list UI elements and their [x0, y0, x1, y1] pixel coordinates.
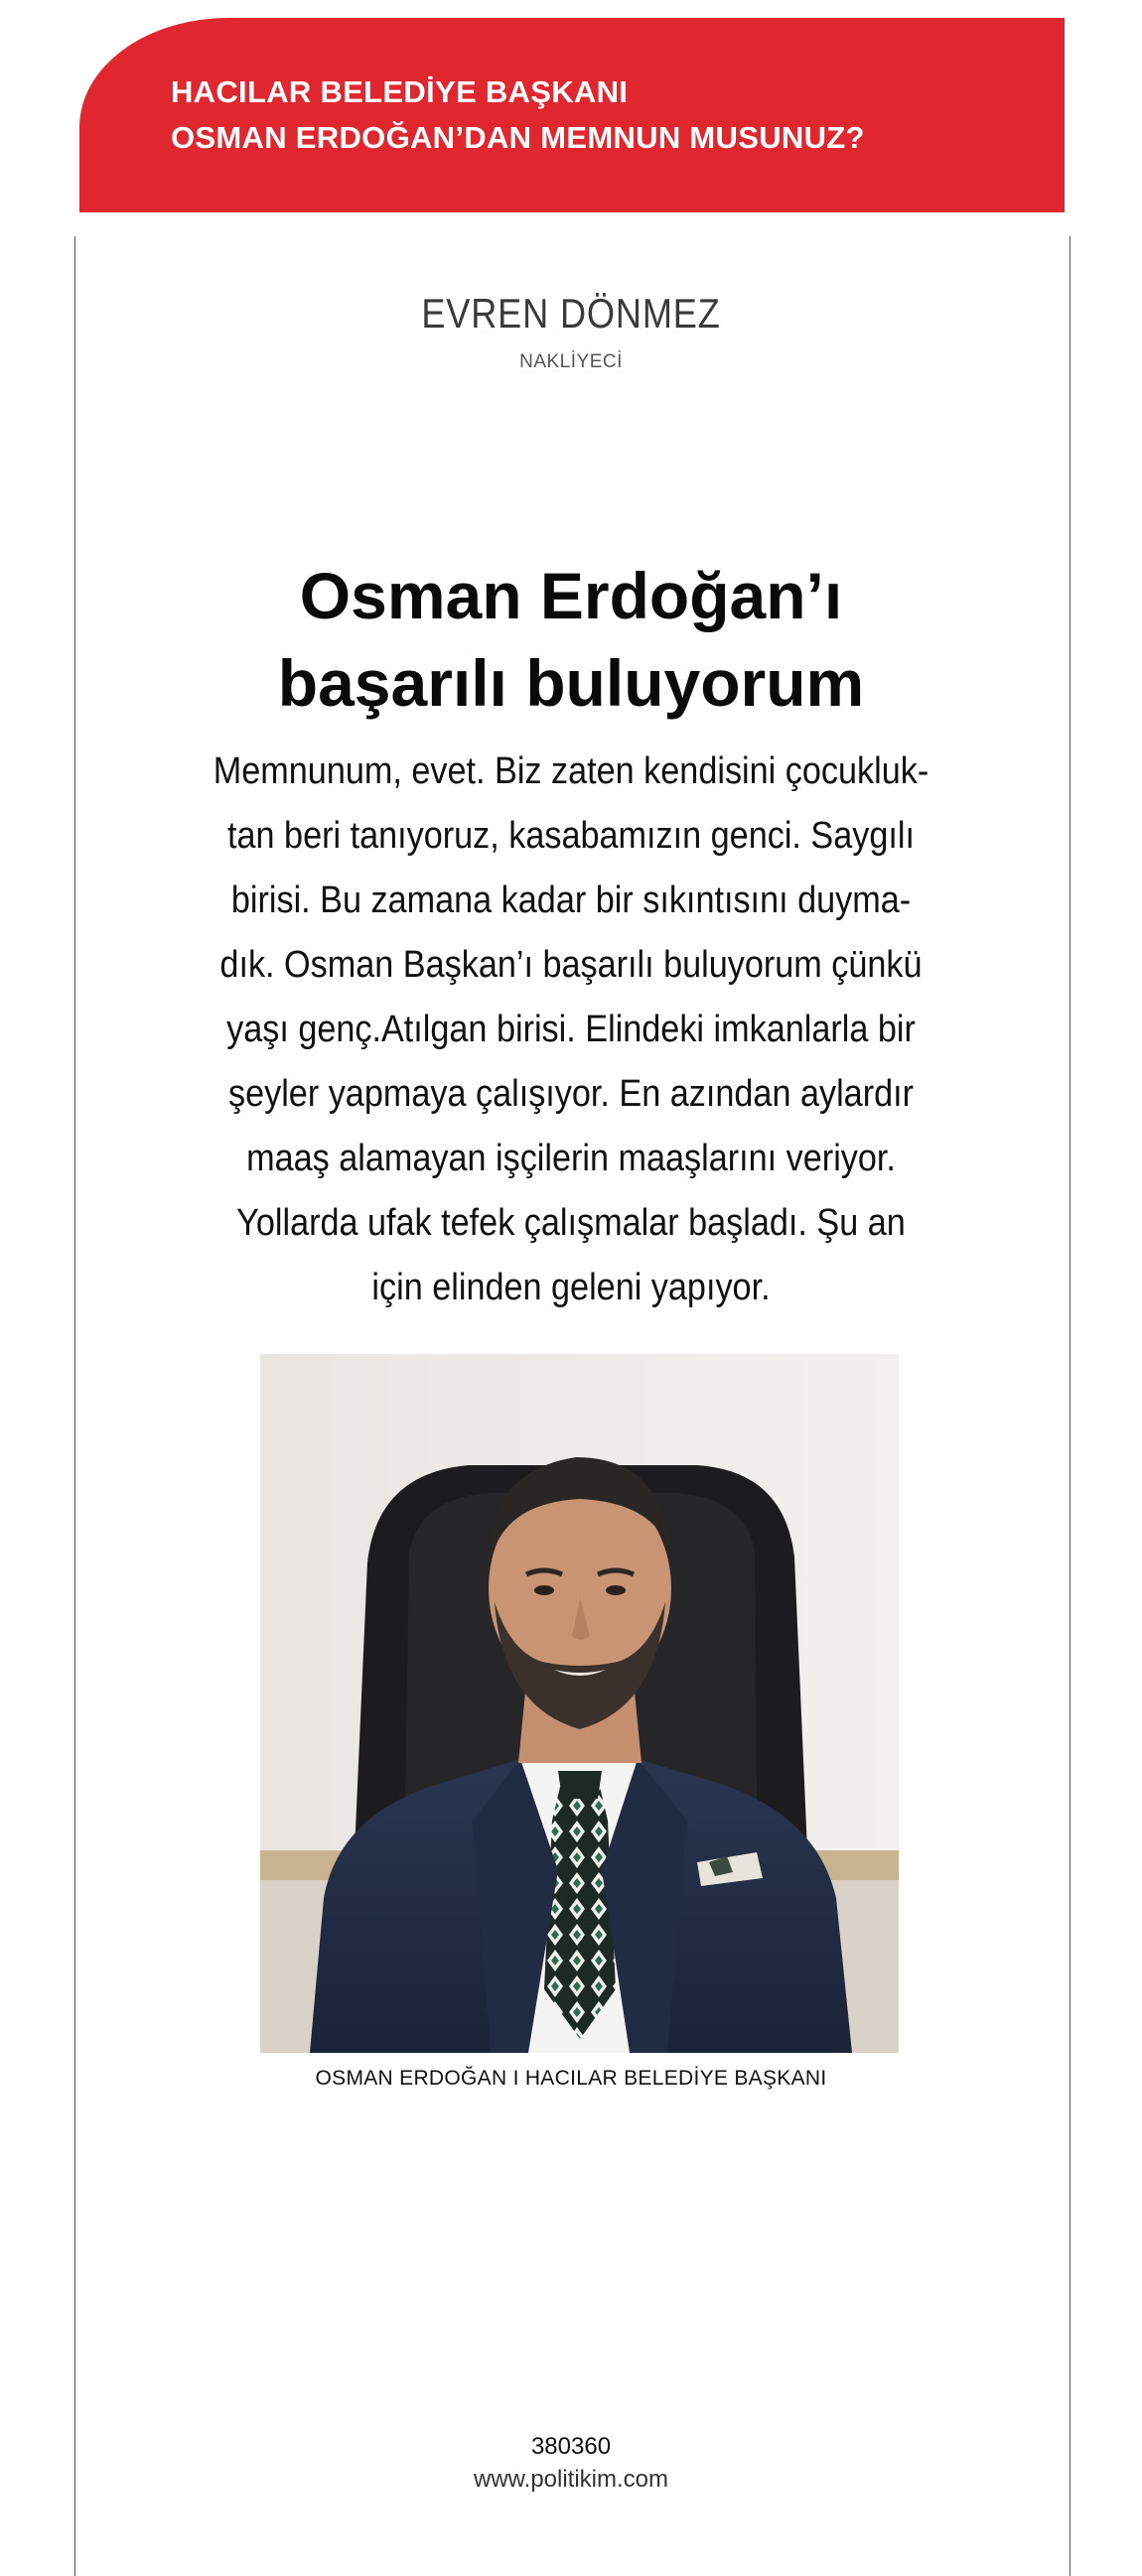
body-line: şeyler yapmaya çalışıyor. En azından aylardır [227, 1073, 915, 1115]
body-line: tan beri tanıyoruz, kasabamızın genci. Saygılı [227, 815, 915, 857]
body-text [139, 740, 1003, 1320]
footer-code: 380360 [530, 2433, 612, 2460]
headline-line-2: başarılı buluyorum [277, 646, 865, 720]
portrait-photo [260, 1354, 899, 2053]
body-line: dık. Osman Başkan’ı başarılı buluyorum çünkü [219, 944, 923, 986]
header-title-line-2: OSMAN ERDOĞAN’DAN MEMNUN MUSUNUZ? [171, 120, 865, 155]
body-line: için elinden geleni yapıyor. [371, 1267, 771, 1308]
body-line: birisi. Bu zamana kadar bir sıkıntısını duyma- [230, 880, 912, 921]
body-line: maaş alamayan işçilerin maaşlarını veriyor. [246, 1138, 896, 1179]
author-name: EVREN DÖNMEZ [421, 290, 721, 337]
headline-line-1: Osman Erdoğan’ı [299, 559, 843, 632]
header-title-line-1: HACILAR BELEDİYE BAŞKANI [171, 74, 629, 109]
footer-url: www.politikim.com [473, 2466, 669, 2493]
body-line: yaşı genç.Atılgan birisi. Elindeki imkanlarla bir [226, 1009, 916, 1050]
author-occupation: NAKLİYECİ [519, 351, 623, 372]
body-line: Memnunum, evet. Biz zaten kendisini çocukluk- [213, 750, 929, 792]
photo-caption: OSMAN ERDOĞAN I HACILAR BELEDİYE BAŞKANI [315, 2067, 827, 2090]
header-banner [79, 18, 1065, 212]
body-line: Yollarda ufak tefek çalışmalar başladı. Şu an [236, 1202, 906, 1244]
